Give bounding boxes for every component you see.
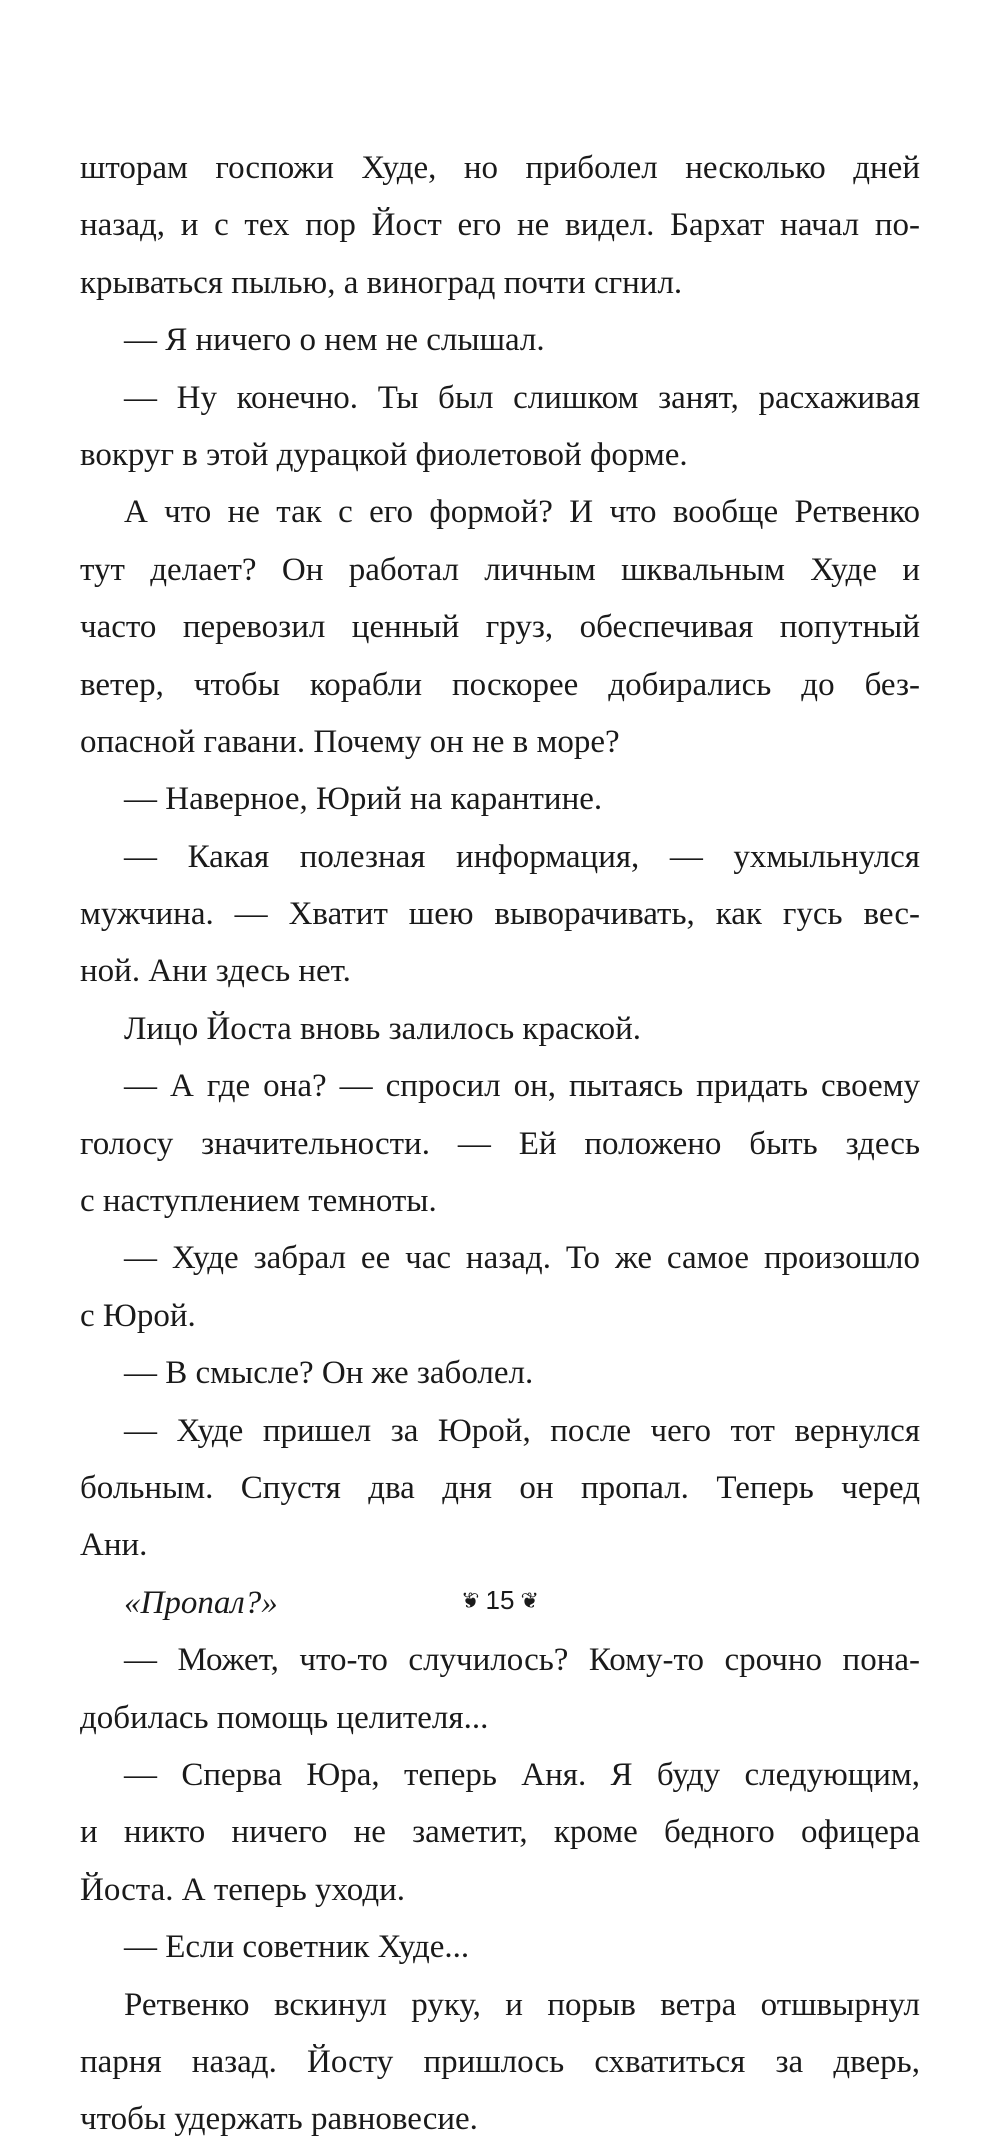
paragraph [80,1345,920,1402]
text-line: больным. Спустя два дня он пропал. Теперь черед [80,1469,920,1506]
text-line: ветер, чтобы корабли поскорее добирались до без- [80,666,920,703]
text-line: чтобы удержать равновесие. [80,2101,478,2138]
text-line: — Худе забрал ее час назад. То же самое произошло [124,1240,920,1277]
text-line: — Я ничего о нем не слышал. [124,322,545,359]
text-line: А что не так с его формой? И что вообще Ретвенко [124,494,920,531]
text-line: — Если советник Худе... [124,1929,470,1966]
text-line: и никто ничего не заметит, кроме бедного офицера [80,1814,920,1851]
text-line: ной. Ани здесь нет. [80,953,351,990]
text-line: голосу значительности. — Ей положено быть здесь [80,1125,920,1162]
paragraph [80,1001,920,1058]
text-line: тут делает? Он работал личным шквальным Худе и [80,551,920,588]
text-line: Ани. [80,1527,148,1564]
text-line: — В смысле? Он же заболел. [124,1355,534,1392]
text-line: «Пропал?» [124,1584,278,1621]
text-line: — А где она? — спросил он, пытаясь придать своему [124,1068,920,1105]
text-line: — Какая полезная информация, — ухмыльнулся [124,838,920,875]
paragraph [80,140,920,312]
paragraph [80,1919,920,1976]
paragraph [80,771,920,828]
text-line: вокруг в этой дурацкой фиолетовой форме. [80,436,688,473]
text-line: мужчина. — Хватит шею выворачивать, как гусь вес- [80,896,920,933]
page-text [80,140,920,2149]
paragraph [80,1403,920,1575]
text-line: часто перевозил ценный груз, обеспечивая попутный [80,609,920,646]
right-ornament-icon: ❦ [520,1589,539,1614]
left-ornament-icon: ❦ [461,1589,480,1614]
page-number: 15 [485,1585,515,1615]
text-line: Йоста. А теперь уходи. [80,1871,406,1908]
text-line: с наступлением темноты. [80,1183,437,1220]
paragraph [80,1230,920,1345]
text-line: шторам госпожи Худе, но приболел несколько дней [80,150,920,186]
text-line: — Худе пришел за Юрой, после чего тот вернулся [124,1412,920,1449]
text-line: — Ну конечно. Ты был слишком занят, расхаживая [124,379,920,416]
text-line: — Сперва Юра, теперь Аня. Я буду следующим, [124,1756,920,1793]
paragraph [80,370,920,485]
paragraph [80,1058,920,1230]
text-line: назад, и с тех пор Йост его не видел. Бархат начал по- [80,207,920,244]
text-line: — Может, что-то случилось? Кому-то срочно пона- [124,1642,920,1679]
text-line: крываться пылью, а виноград почти сгнил. [80,264,683,301]
paragraph [80,312,920,369]
text-line: опасной гавани. Почему он не в море? [80,723,620,760]
paragraph [80,484,920,771]
text-line: парня назад. Йосту пришлось схватиться за дверь, [80,2043,920,2080]
paragraph [80,1632,920,1747]
text-line: Лицо Йоста вновь залилось краской. [124,1010,642,1047]
text-line: добилась помощь целителя... [80,1699,489,1736]
text-line: — Наверное, Юрий на карантине. [124,781,603,818]
text-line: Ретвенко вскинул руку, и порыв ветра отшвырнул [124,1986,920,2023]
text-line: с Юрой. [80,1297,196,1334]
paragraph [80,1747,920,1919]
paragraph [80,1977,920,2149]
page-footer [0,1585,1000,1617]
paragraph [80,829,920,1001]
